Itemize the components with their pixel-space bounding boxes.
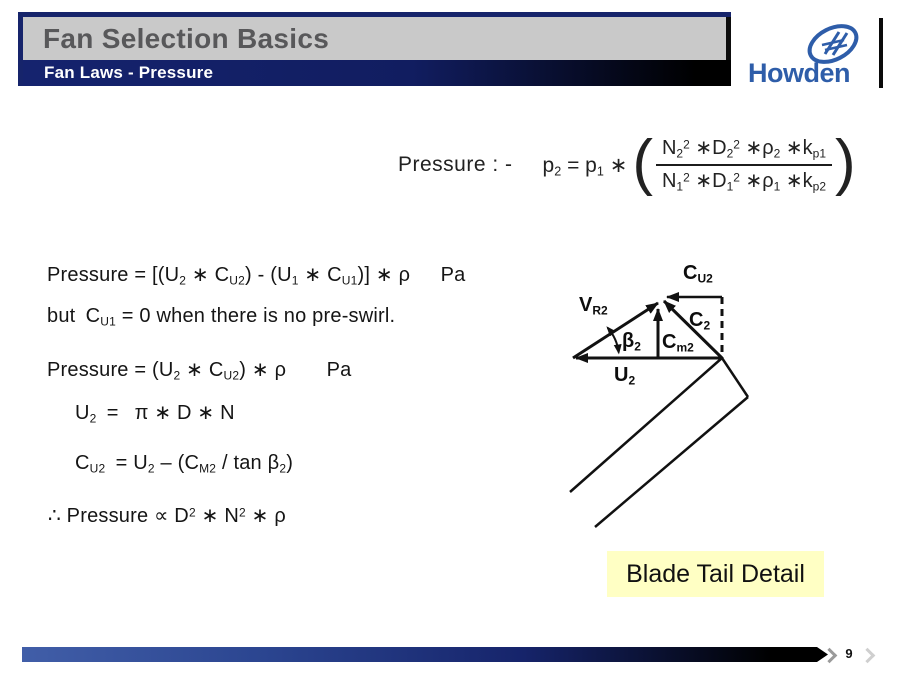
howden-logo — [745, 14, 885, 94]
chevron-right-icon — [822, 648, 838, 664]
page-number: 9 — [845, 646, 853, 661]
blade-edge-connector — [722, 358, 748, 397]
label-cm2: Cm2 — [662, 331, 694, 355]
howden-wordmark: Howden — [748, 58, 850, 88]
label-u2: U2 — [614, 364, 636, 388]
open-paren: ( — [632, 128, 653, 198]
page-title: Fan Selection Basics — [43, 22, 330, 54]
close-paren: ) — [835, 128, 856, 198]
blade-edge-line-2 — [595, 397, 748, 527]
pressure-ratio-formula — [398, 128, 856, 198]
subtitle-bar — [23, 60, 731, 86]
page-subtitle: Fan Laws - Pressure — [44, 63, 214, 82]
fraction-denominator: $N1^2$ $∗D1^2$ ∗ρ1 ∗kp2 — [661, 170, 827, 194]
footer-progress-bar — [22, 647, 828, 662]
formula-lhs: p2 = p1 ∗ — [542, 153, 628, 179]
label-vr2: VR2 — [579, 294, 608, 318]
formula-label: Pressure : - — [398, 153, 513, 177]
eq-u2-definition: U2 = π ∗ D ∗ N — [75, 402, 235, 426]
logo-divider-line — [879, 18, 883, 88]
chevron-right-icon — [860, 648, 876, 664]
formula-fraction — [656, 136, 832, 195]
fraction-numerator: $N2^2$ $∗D2^2$ ∗ρ2 ∗kp1 — [656, 136, 832, 166]
eq-cu2-definition: CU2 = U2 – (CM2 / tan β2) — [75, 452, 294, 476]
label-beta2: β2 — [622, 330, 641, 354]
eq-no-preswirl: but CU1 = 0 when there is no pre-swirl. — [47, 305, 396, 329]
blade-edge-line-1 — [570, 358, 722, 492]
slide-header — [18, 12, 731, 86]
eq-proportionality: ∴ Pressure ∝ $D^2$ ∗ $N^2$ ∗ ρ — [48, 505, 286, 527]
eq-pressure-full: Pressure = [(U2 ∗ CU2) - (U1 ∗ CU1)] ∗ ρ Pa — [47, 264, 466, 288]
label-c2: C2 — [689, 309, 711, 333]
velocity-triangle-diagram — [550, 255, 810, 545]
title-bar — [23, 17, 731, 60]
blade-tail-caption: Blade Tail Detail — [607, 551, 824, 597]
eq-pressure-simplified: Pressure = (U2 ∗ CU2) ∗ ρ Pa — [47, 359, 352, 383]
label-cu2: CU2 — [683, 262, 713, 286]
